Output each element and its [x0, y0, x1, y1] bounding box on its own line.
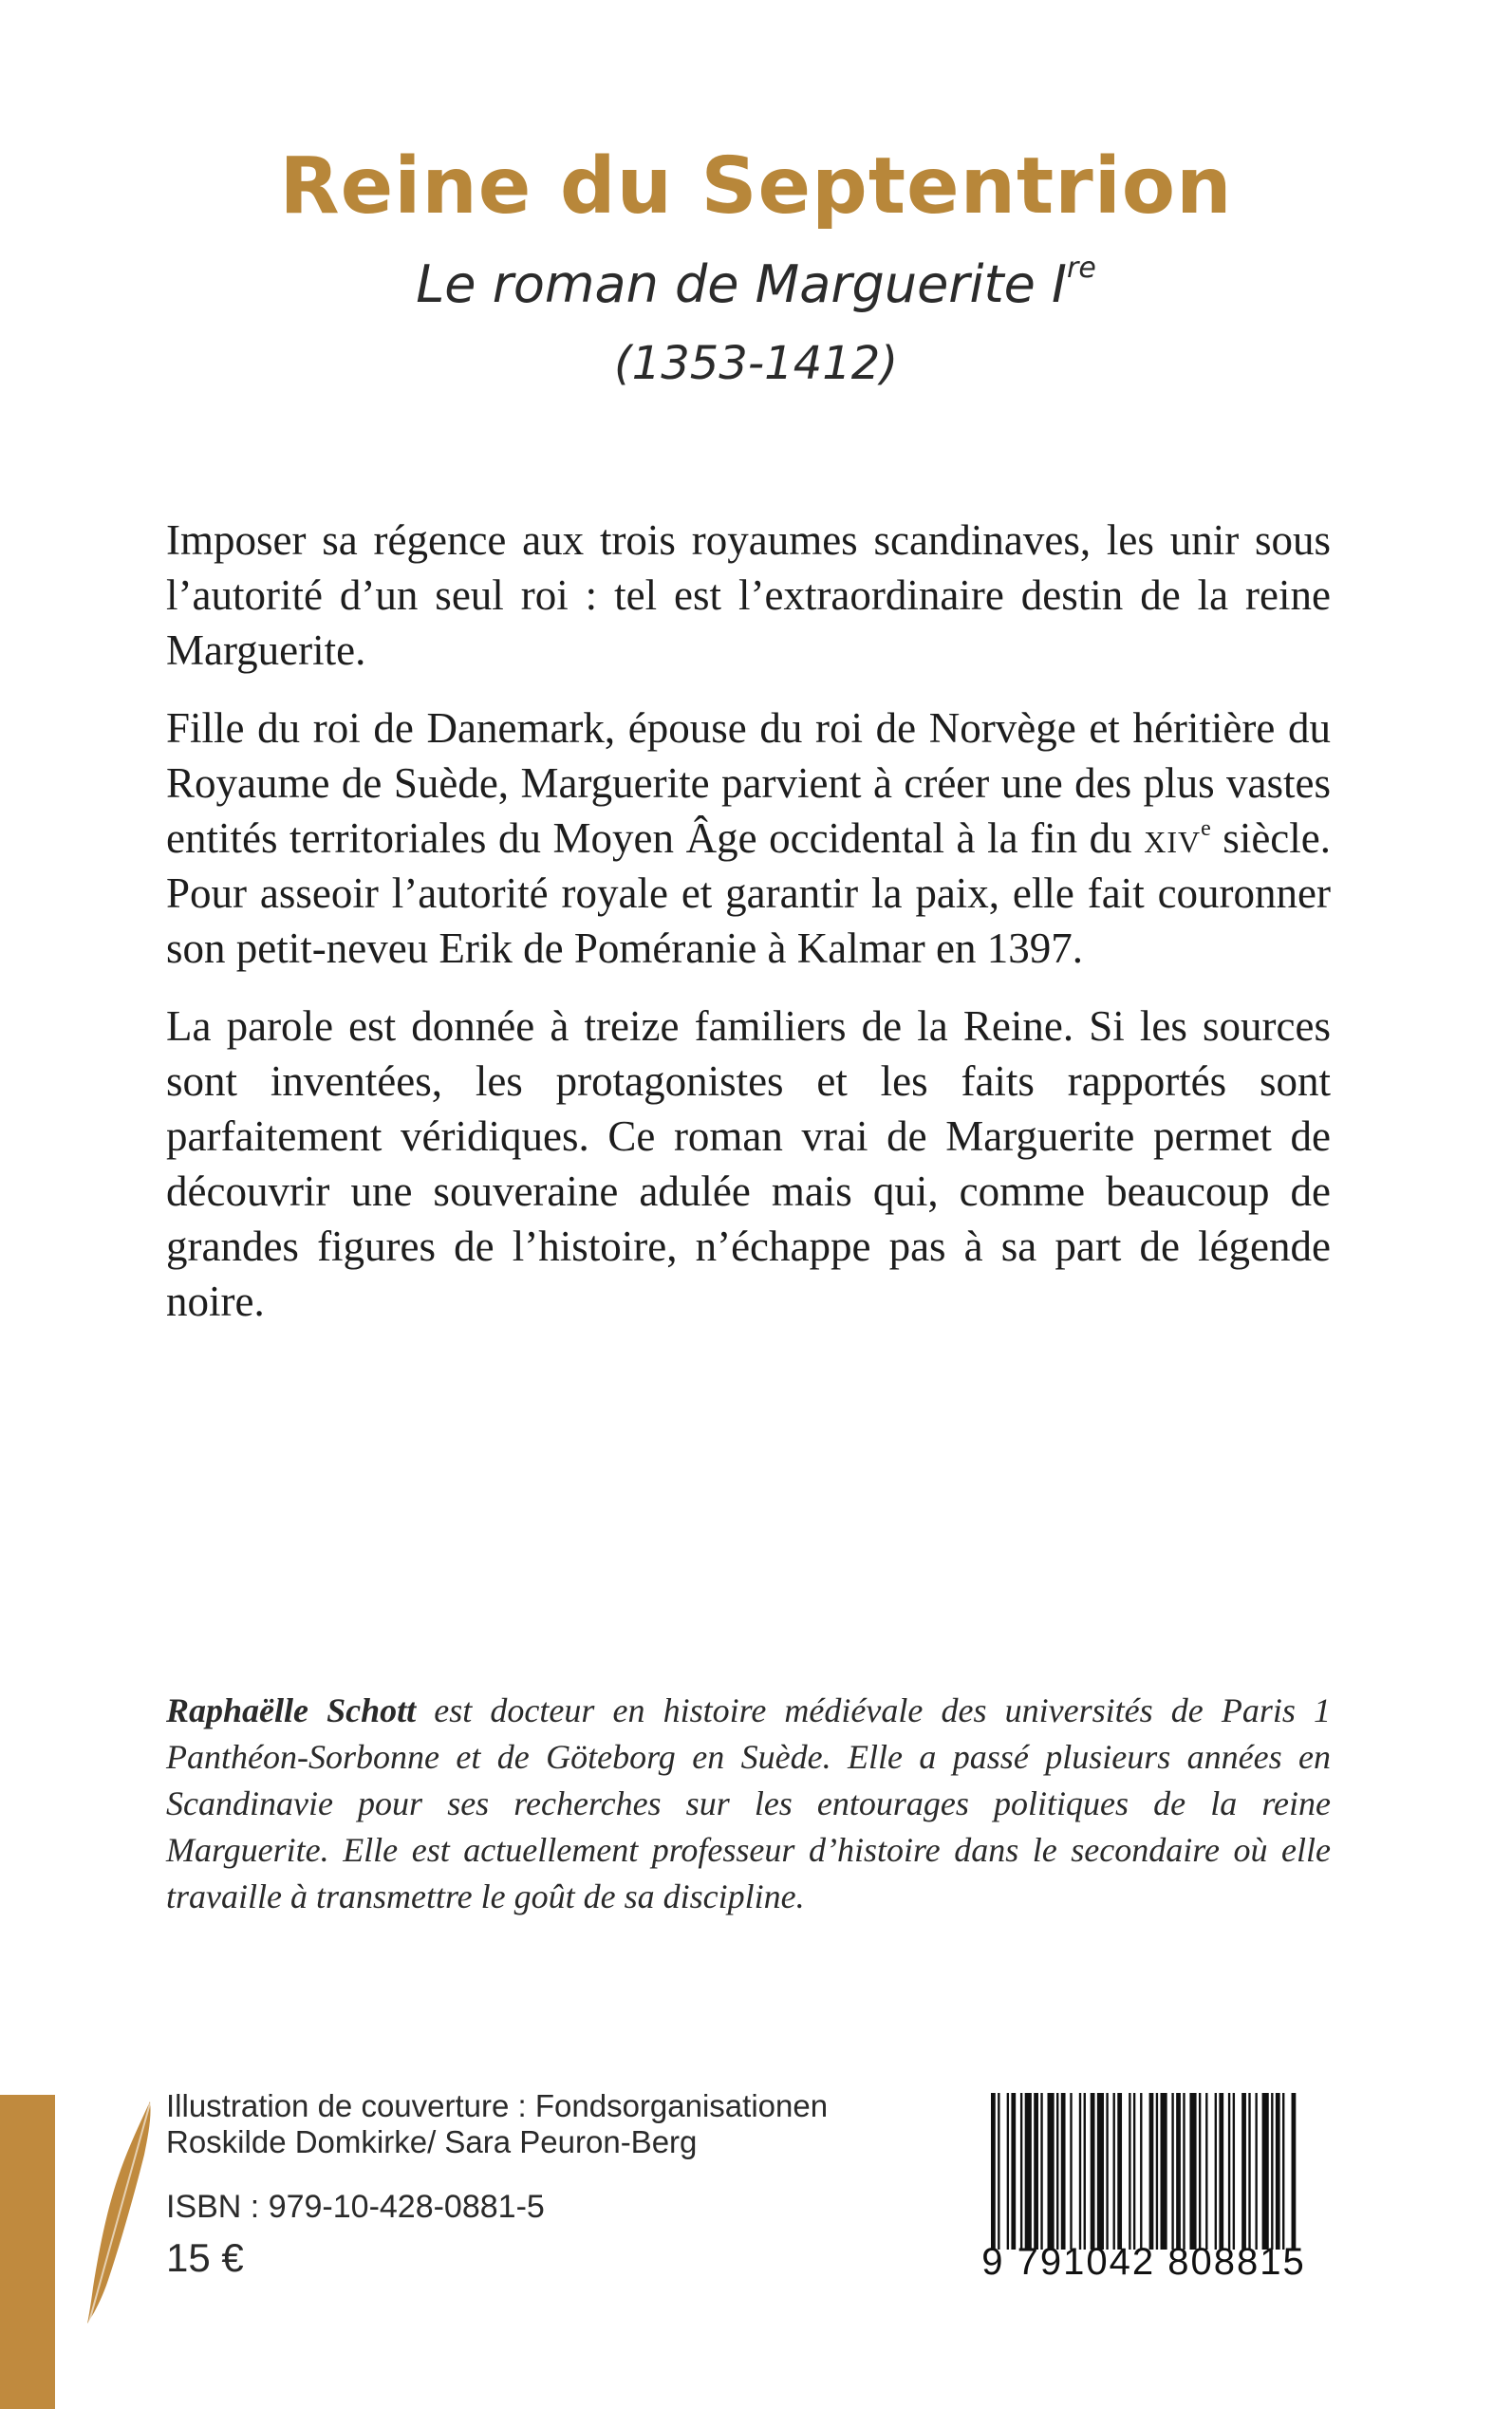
barcode-bar	[1025, 2093, 1032, 2250]
barcode-bar	[1048, 2093, 1055, 2250]
synopsis	[166, 513, 1331, 1352]
barcode-bar	[1262, 2093, 1269, 2250]
barcode-bar	[1276, 2093, 1280, 2250]
book-title: Reine du Septentrion	[279, 141, 1233, 232]
barcode-bar	[1140, 2093, 1142, 2250]
synopsis-p2-part-a: Fille du roi de Danemark, épouse du roi de Norvège et héritière du Royaume de Suède, Marguerite parvient à créer une des plus vastes entités territoriales du Moyen Âge occidental à la fin du	[166, 704, 1331, 862]
barcode-bar	[1241, 2093, 1246, 2250]
barcode-bar	[1061, 2093, 1066, 2250]
barcode-bar	[1233, 2093, 1235, 2250]
barcode-bar	[1117, 2093, 1122, 2250]
barcode-bar	[1271, 2093, 1273, 2250]
barcode-bar	[1205, 2093, 1207, 2250]
author-bio	[166, 1688, 1331, 1920]
barcode-bar	[1255, 2093, 1257, 2250]
price: 15 €	[166, 2235, 244, 2280]
barcode-bar	[1149, 2093, 1154, 2250]
century-superscript: e	[1201, 816, 1211, 841]
barcode-bar	[1011, 2093, 1016, 2250]
credits-line-1: Illustration de couverture : Fondsorganisationen	[166, 2088, 829, 2123]
author-name: Raphaëlle Schott	[166, 1691, 417, 1729]
barcode	[989, 2093, 1323, 2250]
book-dates: (1353-1412)	[613, 337, 899, 390]
barcode-bar	[991, 2093, 996, 2250]
synopsis-paragraph-2	[166, 700, 1331, 976]
author-bio-text: est docteur en histoire médiévale des universités de Paris 1 Panthéon-Sorbonne et de Göteborg en Suède. Elle a passé plusieurs années en Scandinavie pour ses recherches sur les entourages politiques de la reine Marguerite. Elle est actuellement professeur d’histoire dans le secondaire où elle travaille à transmettre le goût de sa discipline.	[166, 1691, 1331, 1915]
barcode-bar	[1228, 2093, 1230, 2250]
barcode-bar	[1113, 2093, 1115, 2250]
barcode-bar	[1161, 2093, 1167, 2250]
barcode-bar	[1097, 2093, 1104, 2250]
barcode-bar	[1219, 2093, 1223, 2250]
barcode-bar	[1133, 2093, 1135, 2250]
barcode-bar	[998, 2093, 999, 2250]
barcode-digits: 9 791042 808815	[981, 2241, 1306, 2283]
barcode-bar	[1070, 2093, 1072, 2250]
barcode-bar	[1183, 2093, 1185, 2250]
barcode-bar	[1020, 2093, 1022, 2250]
barcode-bar	[1040, 2093, 1042, 2250]
cover-credits	[166, 2088, 828, 2160]
barcode-bar	[1176, 2093, 1181, 2250]
barcode-bar	[1034, 2093, 1038, 2250]
book-subtitle	[0, 254, 1512, 316]
barcode-bar	[1199, 2093, 1201, 2250]
synopsis-paragraph-1: Imposer sa régence aux trois royaumes scandinaves, les unir sous l’autorité d’un seul roi : tel est l’extraordinaire destin de la reine Marguerite.	[166, 516, 1331, 674]
synopsis-p2-part-b: siècle. Pour asseoir l’autorité royale et garantir la paix, elle fait couronner son petit-neveu Erik de Poméranie à Kalmar en 1397.	[166, 814, 1331, 972]
quill-feather-icon	[84, 2098, 156, 2325]
barcode-bar	[1171, 2093, 1173, 2250]
barcode-bar	[1282, 2093, 1284, 2250]
barcode-bar	[1156, 2093, 1158, 2250]
barcode-bar	[1056, 2093, 1058, 2250]
barcode-bar	[1248, 2093, 1250, 2250]
barcode-bar	[1007, 2093, 1009, 2250]
barcode-bar	[1292, 2093, 1297, 2250]
credits-line-2: Roskilde Domkirke/ Sara Peuron-Berg	[166, 2124, 698, 2159]
barcode-bar	[1084, 2093, 1086, 2250]
barcode-bar	[1106, 2093, 1108, 2250]
century-numeral: xiv	[1144, 814, 1202, 862]
barcode-bar	[1189, 2093, 1196, 2250]
barcode-bar	[1215, 2093, 1217, 2250]
synopsis-paragraph-3: La parole est donnée à treize familiers de la Reine. Si les sources sont inventées, les protagonistes et les faits rapportés sont parfaitement véridiques. Ce roman vrai de Marguerite permet de découvrir une souveraine adulée mais qui, comme beaucoup de grandes figures de l’histoire, n’échappe pas à sa part de légende noire.	[166, 1002, 1331, 1325]
side-color-band	[0, 2095, 55, 2409]
subtitle-text: Le roman de Marguerite I	[416, 254, 1067, 314]
barcode-bar	[1079, 2093, 1081, 2250]
isbn: ISBN : 979-10-428-0881-5	[166, 2189, 545, 2225]
barcode-bar	[1129, 2093, 1130, 2250]
barcode-bar	[1091, 2093, 1095, 2250]
subtitle-superscript: re	[1066, 252, 1096, 285]
